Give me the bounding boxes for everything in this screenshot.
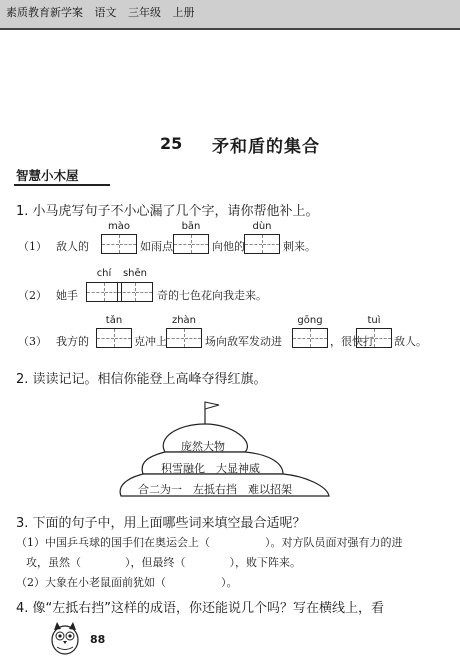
mountain-top-words: 庞然大物 [181,440,225,453]
tianzige-box[interactable] [96,328,132,348]
q1-line1-text4: 刺来。 [283,240,316,253]
tianzige-box[interactable] [356,328,392,348]
q3-title: 3. 下面的句子中，用上面哪些词来填空最合适呢？ [16,516,306,531]
tianzige-box[interactable] [117,282,153,302]
q1-line3-text3: 场向敌军发动进 [205,335,282,348]
tianzige-box[interactable] [166,328,202,348]
tianzige-box[interactable] [292,328,328,348]
mountain-middle-words: 积雪融化 大显神威 [161,462,260,475]
q1-line1-text1: 敌人的 [56,240,89,253]
header-divider [0,28,460,30]
q1-title: 1. 小马虎写句子不小心漏了几个字，请你帮他补上。 [16,204,319,219]
q1-line1-text3: 向他的 [212,240,245,253]
header-series: 素质教育新学案 [6,6,83,19]
q2-title: 2. 读读记记。相信你能登上高峰夺得红旗。 [16,372,267,387]
tianzige-box[interactable] [173,234,209,254]
section-tag-underline [14,184,110,186]
q3-line2: 攻，虽然（ ），但最终（ ），败下阵来。 [26,556,301,569]
pinyin-dun: dùn [252,221,272,232]
header-text [6,4,203,20]
header-volume: 上册 [172,6,195,19]
red-flag-icon [205,402,219,409]
owl-mascot-icon [48,616,82,656]
q1-line3-text2: 克冲上 [134,335,167,348]
pinyin-tui: tuì [367,315,381,326]
q1-line1-num: （1） [18,240,47,253]
lesson-number: 25 [160,134,183,153]
pinyin-chi: chí [96,268,112,279]
q1-line3-text1: 我方的 [56,335,89,348]
q1-line2-num: （2） [18,289,47,302]
section-tag: 智慧小木屋 [16,168,79,183]
pinyin-zhan: zhàn [171,315,197,326]
mountain-bottom-words: 合二为一 左抵右挡 难以招架 [138,483,292,496]
pinyin-ban: bān [181,221,201,232]
q1-line2-text2: 奇的七色花向我走来。 [157,289,267,302]
q1-line3-num: （3） [18,335,47,348]
q4-title: 4. 像“左抵右挡”这样的成语，你还能说几个吗？写在横线上，看 [16,601,385,616]
q3-line3: （2）大象在小老鼠面前犹如（ ）。 [16,576,238,589]
header-grade: 三年级 [128,6,161,19]
q1-line3-text4: ，很快打 [330,335,374,348]
pinyin-shen: shēn [122,268,148,279]
tianzige-box[interactable] [244,234,280,254]
q1-line1-text2: 如雨点 [140,240,173,253]
tianzige-box[interactable] [101,234,137,254]
pinyin-gong: gōng [297,315,323,326]
pinyin-mao: mào [108,221,130,232]
q1-line3-text5: 敌人。 [394,335,427,348]
lesson-title: 矛和盾的集合 [212,137,320,157]
header-subject: 语文 [94,6,117,19]
q1-line2-text1: 她手 [56,289,78,302]
page-number: 88 [90,633,106,646]
pinyin-tan: tǎn [105,315,123,326]
q3-line1: （1）中国乒乓球的国手们在奥运会上（ ）。对方队员面对强有力的进 [16,536,403,549]
